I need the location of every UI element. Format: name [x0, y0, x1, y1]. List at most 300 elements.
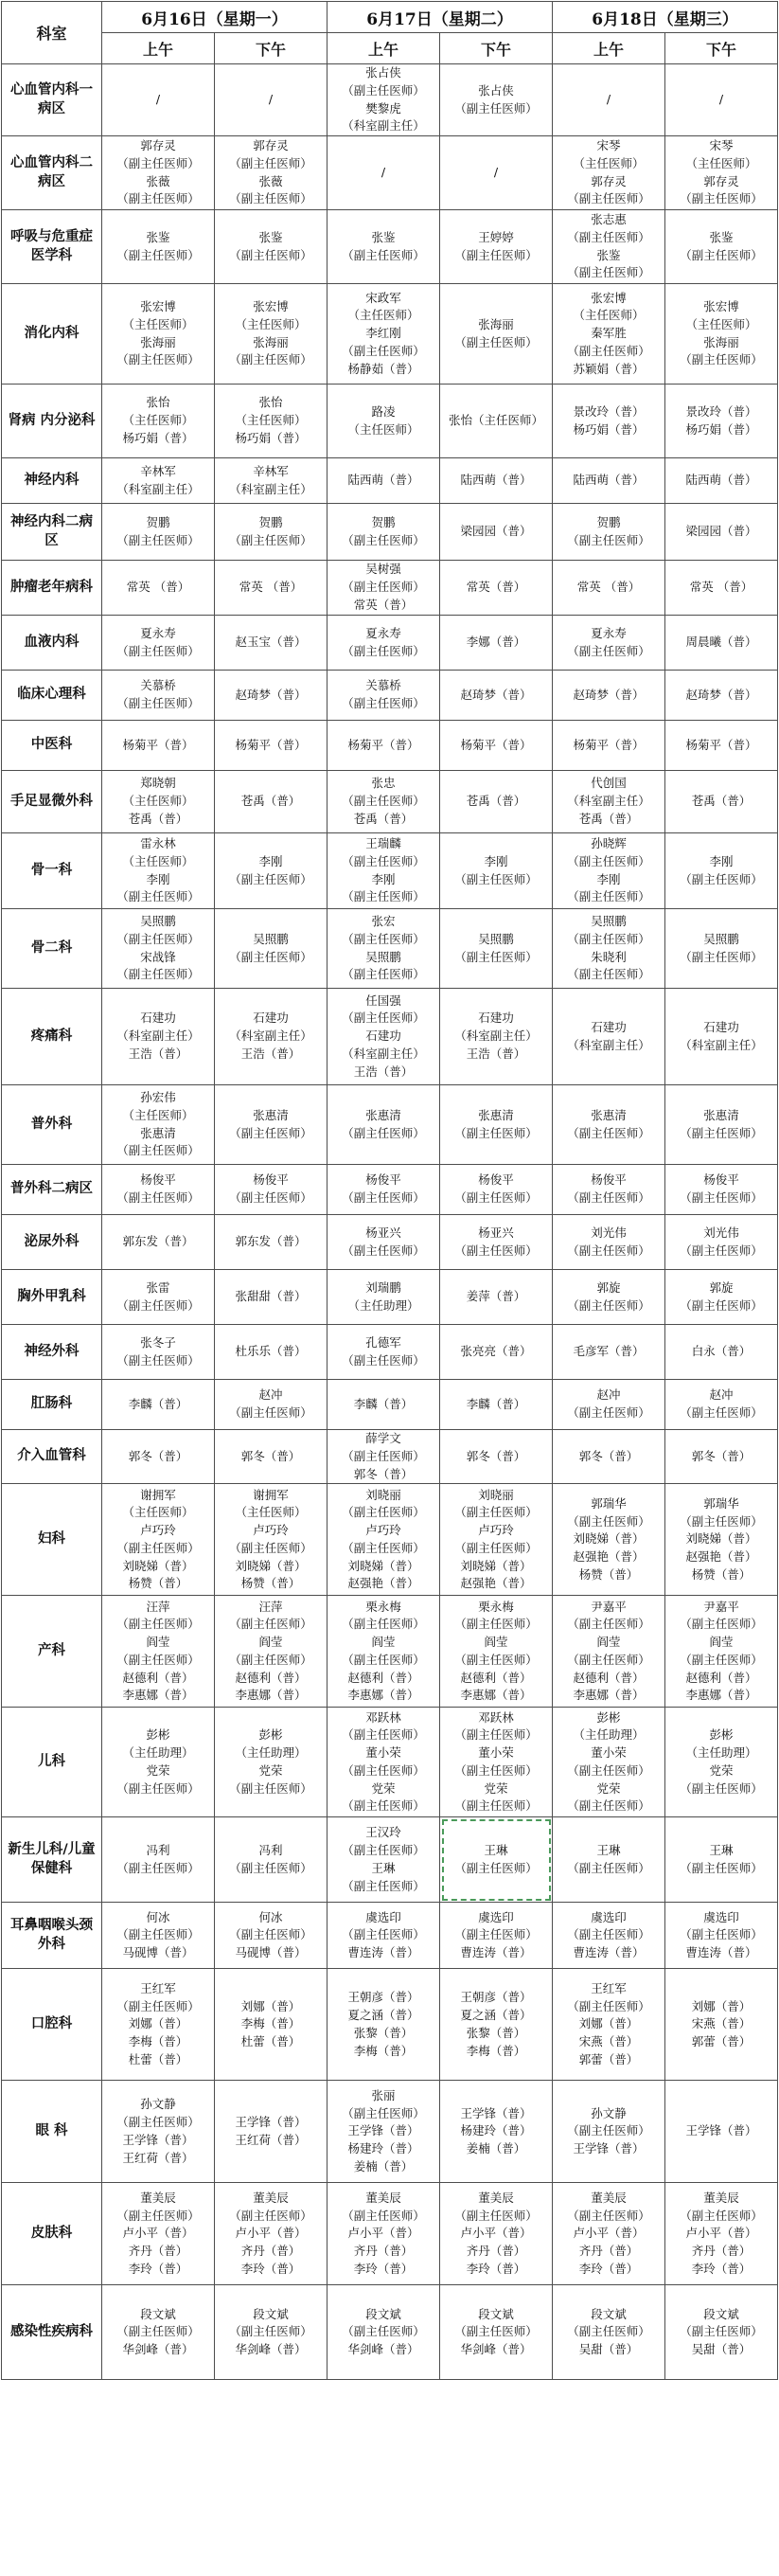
doctor-entry: （主任医师） — [122, 1505, 194, 1520]
doctor-entry: 谢拥军 — [253, 1487, 289, 1502]
doctor-entry: 彭彬 — [258, 1727, 283, 1743]
doctor-entry: 卢小平（普） — [685, 2226, 757, 2241]
doctor-entry: （副主任医师） — [116, 532, 200, 547]
doctor-entry: 常英 （普） — [239, 580, 303, 595]
schedule-row — [2, 721, 778, 771]
doctor-entry: 刘晓丽 — [365, 1487, 401, 1502]
schedule-cell-wed-pm — [665, 1085, 778, 1165]
schedule-cell-wed-pm — [665, 1165, 778, 1215]
schedule-cell-wed-pm — [665, 1484, 778, 1596]
dept-name: 肿瘤老年病科 — [2, 561, 102, 616]
doctor-entry: 赵琦梦（普） — [573, 687, 645, 702]
doctor-entry: 彭彬 — [146, 1727, 170, 1743]
dept-name: 介入血管科 — [2, 1430, 102, 1484]
doctor-entry: 华剑峰（普） — [347, 2342, 419, 2357]
doctor-entry: （副主任医师） — [454, 2324, 538, 2339]
doctor-entry: （副主任医师） — [567, 191, 650, 206]
doctor-entry: 阎莹 — [709, 1635, 734, 1649]
schedule-cell-wed-pm — [665, 1817, 778, 1903]
doctor-entry: 张惠清 — [703, 1107, 739, 1122]
doctor-entry: （副主任医师） — [567, 1927, 650, 1942]
doctor-entry: （副主任医师） — [680, 1190, 763, 1205]
doctor-entry: 刘瑞鹏 — [365, 1279, 401, 1295]
doctor-entry: 樊黎虎 — [365, 100, 401, 116]
doctor-entry: 张鉴 — [258, 229, 283, 244]
doctor-entry: （副主任医师） — [116, 1617, 200, 1632]
doctor-entry: 赵玉宝（普） — [235, 635, 307, 650]
slot-header-wed-pm: 下午 — [665, 33, 778, 64]
doctor-entry: 汪萍 — [258, 1599, 283, 1614]
doctor-entry: （主任助理） — [235, 1745, 307, 1760]
doctor-entry: 卢小平（普） — [235, 2226, 307, 2241]
schedule-cell-tue-pm — [440, 616, 553, 671]
schedule-cell-mon-am — [102, 1708, 215, 1817]
schedule-cell-mon-pm — [215, 1325, 328, 1380]
doctor-entry: （副主任医师） — [116, 696, 200, 710]
schedule-cell-tue-am — [328, 1325, 440, 1380]
schedule-cell-wed-pm — [665, 561, 778, 616]
doctor-entry: 张黎（普） — [353, 2025, 414, 2040]
doctor-entry: （副主任医师） — [567, 1125, 650, 1140]
doctor-entry: 曹连涛（普） — [347, 1945, 419, 1960]
schedule-cell-wed-pm — [665, 136, 778, 210]
schedule-cell-tue-pm — [440, 136, 553, 210]
doctor-entry: 李玲（普） — [240, 2261, 301, 2276]
doctor-entry: （副主任医师） — [229, 949, 312, 964]
schedule-row — [2, 671, 778, 721]
doctor-entry: （副主任医师） — [342, 2324, 425, 2339]
doctor-entry: 刘娜（普） — [128, 2016, 188, 2031]
dept-name: 皮肤科 — [2, 2183, 102, 2285]
schedule-row — [2, 1903, 778, 1969]
doctor-entry: / — [606, 92, 611, 107]
doctor-entry: （主任医师） — [122, 1107, 194, 1122]
schedule-cell-mon-pm — [215, 1596, 328, 1708]
doctor-entry: 李麟（普） — [128, 1396, 188, 1411]
doctor-entry: 邓跃林 — [365, 1709, 401, 1725]
doctor-entry: 李玲（普） — [691, 2261, 752, 2276]
schedule-cell-wed-pm — [665, 64, 778, 136]
doctor-entry: 杨巧娟（普） — [235, 430, 307, 445]
doctor-entry: （副主任医师） — [116, 1998, 200, 2013]
doctor-entry: （科室副主任） — [567, 794, 650, 809]
schedule-cell-mon-pm — [215, 458, 328, 504]
doctor-entry: （副主任医师） — [567, 1405, 650, 1420]
doctor-entry: 王浩（普） — [466, 1046, 526, 1061]
doctor-entry: 陆西萌（普） — [347, 473, 419, 488]
doctor-entry: （副主任医师） — [342, 1011, 425, 1026]
doctor-entry: （副主任医师） — [454, 1798, 538, 1814]
doctor-entry: 党荣 — [258, 1762, 283, 1778]
doctor-entry: 郭冬（普） — [128, 1448, 188, 1463]
doctor-entry: （副主任医师） — [116, 931, 200, 946]
doctor-entry: 宋政军 — [365, 290, 401, 305]
doctor-entry: 曹连涛（普） — [685, 1945, 757, 1960]
doctor-entry: （副主任医师） — [342, 532, 425, 547]
doctor-entry: 王红荷（普） — [122, 2150, 194, 2165]
doctor-entry: 卢小平（普） — [460, 2226, 532, 2241]
doctor-entry: 赵德利（普） — [573, 1670, 645, 1685]
dept-name: 新生儿科/儿童保健科 — [2, 1817, 102, 1903]
schedule-cell-mon-pm — [215, 64, 328, 136]
doctor-entry: （副主任医师） — [567, 2208, 650, 2223]
schedule-cell-wed-pm — [665, 385, 778, 458]
doctor-entry: （副主任医师） — [567, 889, 650, 904]
doctor-entry: 贺鹏 — [258, 514, 283, 529]
schedule-cell-tue-pm — [440, 1596, 553, 1708]
doctor-entry: （副主任医师） — [680, 352, 763, 367]
schedule-cell-tue-am — [328, 1596, 440, 1708]
doctor-entry: 虞选印 — [703, 1909, 739, 1924]
dept-name: 肛肠科 — [2, 1380, 102, 1430]
dept-name: 耳鼻咽喉头颈外科 — [2, 1903, 102, 1969]
schedule-cell-mon-am — [102, 671, 215, 721]
doctor-entry: （主任医师） — [685, 155, 757, 170]
schedule-cell-mon-am — [102, 616, 215, 671]
doctor-entry: 张海丽 — [253, 334, 289, 349]
doctor-entry: 卢小平（普） — [347, 2226, 419, 2241]
schedule-cell-wed-am — [553, 1484, 665, 1596]
doctor-entry: （副主任医师） — [680, 2208, 763, 2223]
dept-name: 中医科 — [2, 721, 102, 771]
doctor-entry: 党荣 — [596, 1780, 621, 1796]
doctor-entry: 王学锋（普） — [347, 2123, 419, 2138]
schedule-cell-tue-am — [328, 1270, 440, 1325]
slot-header-mon-am: 上午 — [102, 33, 215, 64]
doctor-entry: 董美辰 — [478, 2190, 514, 2205]
doctor-entry: （副主任医师） — [342, 2208, 425, 2223]
doctor-entry: 张薇 — [146, 173, 170, 188]
schedule-cell-tue-am — [328, 561, 440, 616]
schedule-row — [2, 504, 778, 561]
doctor-entry: （副主任医师） — [229, 532, 312, 547]
doctor-entry: / — [381, 165, 386, 180]
schedule-cell-mon-pm — [215, 1903, 328, 1969]
doctor-entry: （副主任医师） — [454, 1125, 538, 1140]
schedule-table — [1, 1, 778, 2380]
doctor-entry: 阎莹 — [146, 1635, 170, 1649]
doctor-entry: 郭存灵 — [253, 138, 289, 152]
doctor-entry: 杨俊平 — [365, 1172, 401, 1188]
doctor-entry: 郭冬（普） — [240, 1448, 301, 1463]
doctor-entry: （副主任医师） — [567, 853, 650, 868]
doctor-entry: 郭存灵 — [140, 138, 176, 152]
doctor-entry: 李刚 — [709, 853, 734, 868]
doctor-entry: 张宏博 — [140, 299, 176, 313]
doctor-entry: （副主任医师） — [567, 1513, 650, 1529]
doctor-entry: 苍禹（普） — [128, 811, 188, 826]
doctor-entry: 张惠清 — [591, 1107, 627, 1122]
doctor-entry: （副主任医师） — [229, 1652, 312, 1667]
schedule-row — [2, 1484, 778, 1596]
doctor-entry: （副主任医师） — [567, 1860, 650, 1875]
doctor-entry: 张鉴 — [371, 229, 396, 244]
doctor-entry: 杨菊平（普） — [685, 737, 757, 752]
schedule-cell-wed-pm — [665, 210, 778, 284]
doctor-entry: 宋燕（普） — [578, 2034, 639, 2049]
doctor-entry: 党荣 — [484, 1780, 508, 1796]
doctor-entry: 吴照鹏 — [365, 949, 401, 964]
doctor-entry: （科室副主任） — [116, 481, 200, 496]
schedule-cell-tue-pm — [440, 1903, 553, 1969]
doctor-entry: （科室副主任） — [680, 1037, 763, 1052]
schedule-row — [2, 1817, 778, 1903]
dept-name: 胸外甲乳科 — [2, 1270, 102, 1325]
doctor-entry: 王浩（普） — [353, 1064, 414, 1079]
doctor-entry: 姜楠（普） — [466, 2141, 526, 2156]
doctor-entry: 王红荷（普） — [235, 2132, 307, 2147]
doctor-entry: 杨俊平 — [140, 1172, 176, 1188]
schedule-cell-tue-pm — [440, 1430, 553, 1484]
doctor-entry: 石建功 — [703, 1019, 739, 1034]
doctor-entry: （副主任医师） — [342, 1448, 425, 1463]
doctor-entry: 张占侠 — [365, 65, 401, 80]
schedule-cell-mon-pm — [215, 385, 328, 458]
schedule-cell-tue-pm — [440, 2285, 553, 2380]
doctor-entry: 赵强艳（普） — [347, 1576, 419, 1591]
schedule-cell-tue-pm — [440, 210, 553, 284]
schedule-cell-wed-pm — [665, 1903, 778, 1969]
schedule-cell-mon-am — [102, 1596, 215, 1708]
doctor-entry: 薛学文 — [365, 1431, 401, 1445]
doctor-entry: 卢巧玲 — [253, 1523, 289, 1537]
doctor-entry: （科室副主任） — [454, 1029, 538, 1044]
doctor-entry: 王朝彦（普） — [347, 1990, 419, 2005]
doctor-entry: （副主任医师） — [229, 2208, 312, 2223]
schedule-cell-tue-pm — [440, 1708, 553, 1817]
doctor-entry: 卢巧玲 — [140, 1523, 176, 1537]
schedule-cell-mon-pm — [215, 1484, 328, 1596]
doctor-entry: 齐丹（普） — [128, 2244, 188, 2259]
doctor-entry: 贺鹏 — [371, 514, 396, 529]
doctor-entry: 赵冲 — [709, 1387, 734, 1403]
schedule-cell-wed-am — [553, 909, 665, 989]
doctor-entry: （副主任医师） — [116, 191, 200, 206]
schedule-cell-tue-am — [328, 504, 440, 561]
schedule-row — [2, 1215, 778, 1270]
doctor-entry: 阎莹 — [484, 1635, 508, 1649]
dept-name: 眼 科 — [2, 2081, 102, 2183]
doctor-entry: 党荣 — [146, 1762, 170, 1778]
doctor-entry: （主任助理） — [685, 1745, 757, 1760]
doctor-entry: （副主任医师） — [567, 931, 650, 946]
schedule-cell-mon-pm — [215, 721, 328, 771]
doctor-entry: 王汉玲 — [365, 1825, 401, 1840]
doctor-entry: 苍禹（普） — [578, 811, 639, 826]
schedule-cell-mon-am — [102, 504, 215, 561]
doctor-entry: 董美辰 — [253, 2190, 289, 2205]
schedule-row — [2, 136, 778, 210]
schedule-cell-mon-am — [102, 909, 215, 989]
doctor-entry: （副主任医师） — [342, 696, 425, 710]
schedule-cell-wed-am — [553, 616, 665, 671]
schedule-row — [2, 561, 778, 616]
schedule-cell-wed-pm — [665, 616, 778, 671]
doctor-entry: （副主任医师） — [567, 343, 650, 358]
schedule-cell-tue-pm — [440, 1215, 553, 1270]
doctor-entry: （副主任医师） — [342, 1125, 425, 1140]
schedule-cell-tue-am — [328, 1380, 440, 1430]
doctor-entry: 姜楠（普） — [353, 2158, 414, 2174]
doctor-entry: 杨赞（普） — [578, 1566, 639, 1582]
doctor-entry: 夏之涵（普） — [347, 2008, 419, 2022]
schedule-cell-mon-pm — [215, 616, 328, 671]
schedule-cell-mon-pm — [215, 1270, 328, 1325]
doctor-entry: 景改玲（普） — [573, 403, 645, 419]
doctor-entry: 齐丹（普） — [691, 2244, 752, 2259]
schedule-cell-wed-am — [553, 1708, 665, 1817]
doctor-entry: 赵德利（普） — [685, 1670, 757, 1685]
doctor-entry: 冯利 — [258, 1843, 283, 1857]
doctor-entry: （副主任医师） — [454, 1652, 538, 1667]
doctor-entry: 王学锋（普） — [685, 2123, 757, 2138]
doctor-entry: 周晨曦（普） — [685, 635, 757, 650]
schedule-cell-mon-am — [102, 1215, 215, 1270]
dept-name: 消化内科 — [2, 284, 102, 385]
doctor-entry: 段文斌 — [478, 2306, 514, 2321]
doctor-entry: 梁园园（普） — [685, 524, 757, 539]
doctor-entry: 刘晓娣（普） — [235, 1558, 307, 1573]
doctor-entry: 刘晓娣（普） — [573, 1531, 645, 1547]
doctor-entry: 张宏博 — [703, 299, 739, 313]
doctor-entry: 尹嘉平 — [591, 1599, 627, 1614]
doctor-entry: 吴照鹏 — [140, 914, 176, 928]
schedule-cell-wed-am — [553, 671, 665, 721]
doctor-entry: （副主任医师） — [116, 1860, 200, 1875]
schedule-cell-wed-pm — [665, 1430, 778, 1484]
doctor-entry: 吴甜（普） — [691, 2342, 752, 2357]
doctor-entry: 刘娜（普） — [691, 1998, 752, 2013]
doctor-entry: 彭彬 — [596, 1709, 621, 1725]
doctor-entry: 张鉴 — [596, 247, 621, 262]
doctor-entry: （副主任医师） — [116, 2324, 200, 2339]
schedule-cell-tue-pm — [440, 64, 553, 136]
doctor-entry: 齐丹（普） — [240, 2244, 301, 2259]
schedule-cell-tue-pm — [440, 671, 553, 721]
schedule-cell-mon-pm — [215, 284, 328, 385]
schedule-cell-wed-pm — [665, 833, 778, 909]
doctor-entry: 卢小平（普） — [573, 2226, 645, 2241]
schedule-row — [2, 210, 778, 284]
doctor-entry: 郭冬（普） — [466, 1448, 526, 1463]
schedule-row — [2, 989, 778, 1085]
doctor-entry: 宋琴 — [596, 138, 621, 152]
schedule-row — [2, 909, 778, 989]
schedule-cell-wed-pm — [665, 909, 778, 989]
doctor-entry: 夏之涵（普） — [460, 2008, 532, 2022]
doctor-entry: 秦军胜 — [591, 326, 627, 341]
schedule-cell-wed-am — [553, 210, 665, 284]
doctor-entry: 张甜甜（普） — [235, 1289, 307, 1304]
schedule-cell-tue-am — [328, 1708, 440, 1817]
doctor-entry: 郭旋 — [709, 1279, 734, 1295]
schedule-cell-tue-am — [328, 2081, 440, 2183]
doctor-entry: 吴照鹏 — [591, 914, 627, 928]
schedule-cell-tue-am — [328, 909, 440, 989]
doctor-entry: （副主任医师） — [116, 247, 200, 262]
doctor-entry: 马砚博（普） — [122, 1945, 194, 1960]
doctor-entry: 华剑峰（普） — [235, 2342, 307, 2357]
doctor-entry: 宋燕（普） — [691, 2016, 752, 2031]
doctor-entry: （副主任医师） — [229, 1927, 312, 1942]
schedule-cell-wed-pm — [665, 671, 778, 721]
schedule-cell-mon-pm — [215, 1165, 328, 1215]
doctor-entry: （主任医师） — [122, 316, 194, 331]
doctor-entry: （科室副主任） — [229, 1029, 312, 1044]
doctor-entry: 董小荣 — [591, 1745, 627, 1760]
doctor-entry: 董美辰 — [591, 2190, 627, 2205]
doctor-entry: 苍禹（普） — [466, 794, 526, 809]
schedule-row — [2, 1270, 778, 1325]
doctor-entry: （副主任医师） — [567, 1652, 650, 1667]
doctor-entry: 石建功 — [140, 1011, 176, 1026]
doctor-entry: 张怡 — [258, 395, 283, 410]
doctor-entry: 张鉴 — [146, 229, 170, 244]
schedule-cell-wed-am — [553, 385, 665, 458]
doctor-entry: 石建功 — [591, 1019, 627, 1034]
doctor-entry: 刘晓娣（普） — [347, 1558, 419, 1573]
dept-name: 手足显微外科 — [2, 771, 102, 833]
schedule-cell-wed-am — [553, 1969, 665, 2081]
schedule-cell-tue-am — [328, 385, 440, 458]
doctor-entry: 李刚 — [258, 853, 283, 868]
doctor-entry: 段文斌 — [253, 2306, 289, 2321]
doctor-entry: 杜蕾（普） — [240, 2034, 301, 2049]
schedule-cell-mon-am — [102, 2183, 215, 2285]
schedule-cell-tue-pm — [440, 1270, 553, 1325]
doctor-entry: 赵德利（普） — [347, 1670, 419, 1685]
dept-name: 血液内科 — [2, 616, 102, 671]
doctor-entry: 赵琦梦（普） — [235, 687, 307, 702]
doctor-entry: （副主任医师） — [229, 1780, 312, 1796]
doctor-entry: 段文斌 — [140, 2306, 176, 2321]
schedule-cell-wed-pm — [665, 1380, 778, 1430]
schedule-row — [2, 64, 778, 136]
doctor-entry: （副主任医师） — [342, 1243, 425, 1258]
schedule-cell-tue-pm — [440, 1817, 553, 1903]
doctor-entry: 张海丽 — [703, 334, 739, 349]
schedule-cell-mon-pm — [215, 833, 328, 909]
doctor-entry: 李惠娜（普） — [685, 1688, 757, 1703]
slot-header-tue-am: 上午 — [328, 33, 440, 64]
schedule-cell-wed-am — [553, 771, 665, 833]
schedule-cell-tue-pm — [440, 1165, 553, 1215]
doctor-entry: （副主任医师） — [342, 643, 425, 658]
doctor-entry: 张丽 — [371, 2087, 396, 2102]
doctor-entry: 虞选印 — [365, 1909, 401, 1924]
schedule-cell-mon-am — [102, 1969, 215, 2081]
doctor-entry: （副主任医师） — [454, 1860, 538, 1875]
doctor-entry: 张惠清 — [478, 1107, 514, 1122]
schedule-cell-wed-am — [553, 1270, 665, 1325]
doctor-entry: 董美辰 — [703, 2190, 739, 2205]
doctor-entry: 张宏 — [371, 914, 396, 928]
doctor-entry: 李麟（普） — [466, 1396, 526, 1411]
day-header-wed: 6月18日（星期三） — [553, 2, 778, 33]
schedule-cell-wed-pm — [665, 458, 778, 504]
schedule-cell-mon-pm — [215, 1817, 328, 1903]
doctor-entry: （副主任医师） — [567, 1998, 650, 2013]
dept-name: 感染性疾病科 — [2, 2285, 102, 2380]
schedule-cell-tue-am — [328, 458, 440, 504]
schedule-cell-tue-pm — [440, 1380, 553, 1430]
doctor-entry: （主任医师） — [347, 421, 419, 437]
schedule-cell-tue-pm — [440, 1484, 553, 1596]
doctor-entry: 段文斌 — [591, 2306, 627, 2321]
doctor-entry: 李玲（普） — [353, 2261, 414, 2276]
schedule-cell-wed-pm — [665, 989, 778, 1085]
doctor-entry: 齐丹（普） — [353, 2244, 414, 2259]
